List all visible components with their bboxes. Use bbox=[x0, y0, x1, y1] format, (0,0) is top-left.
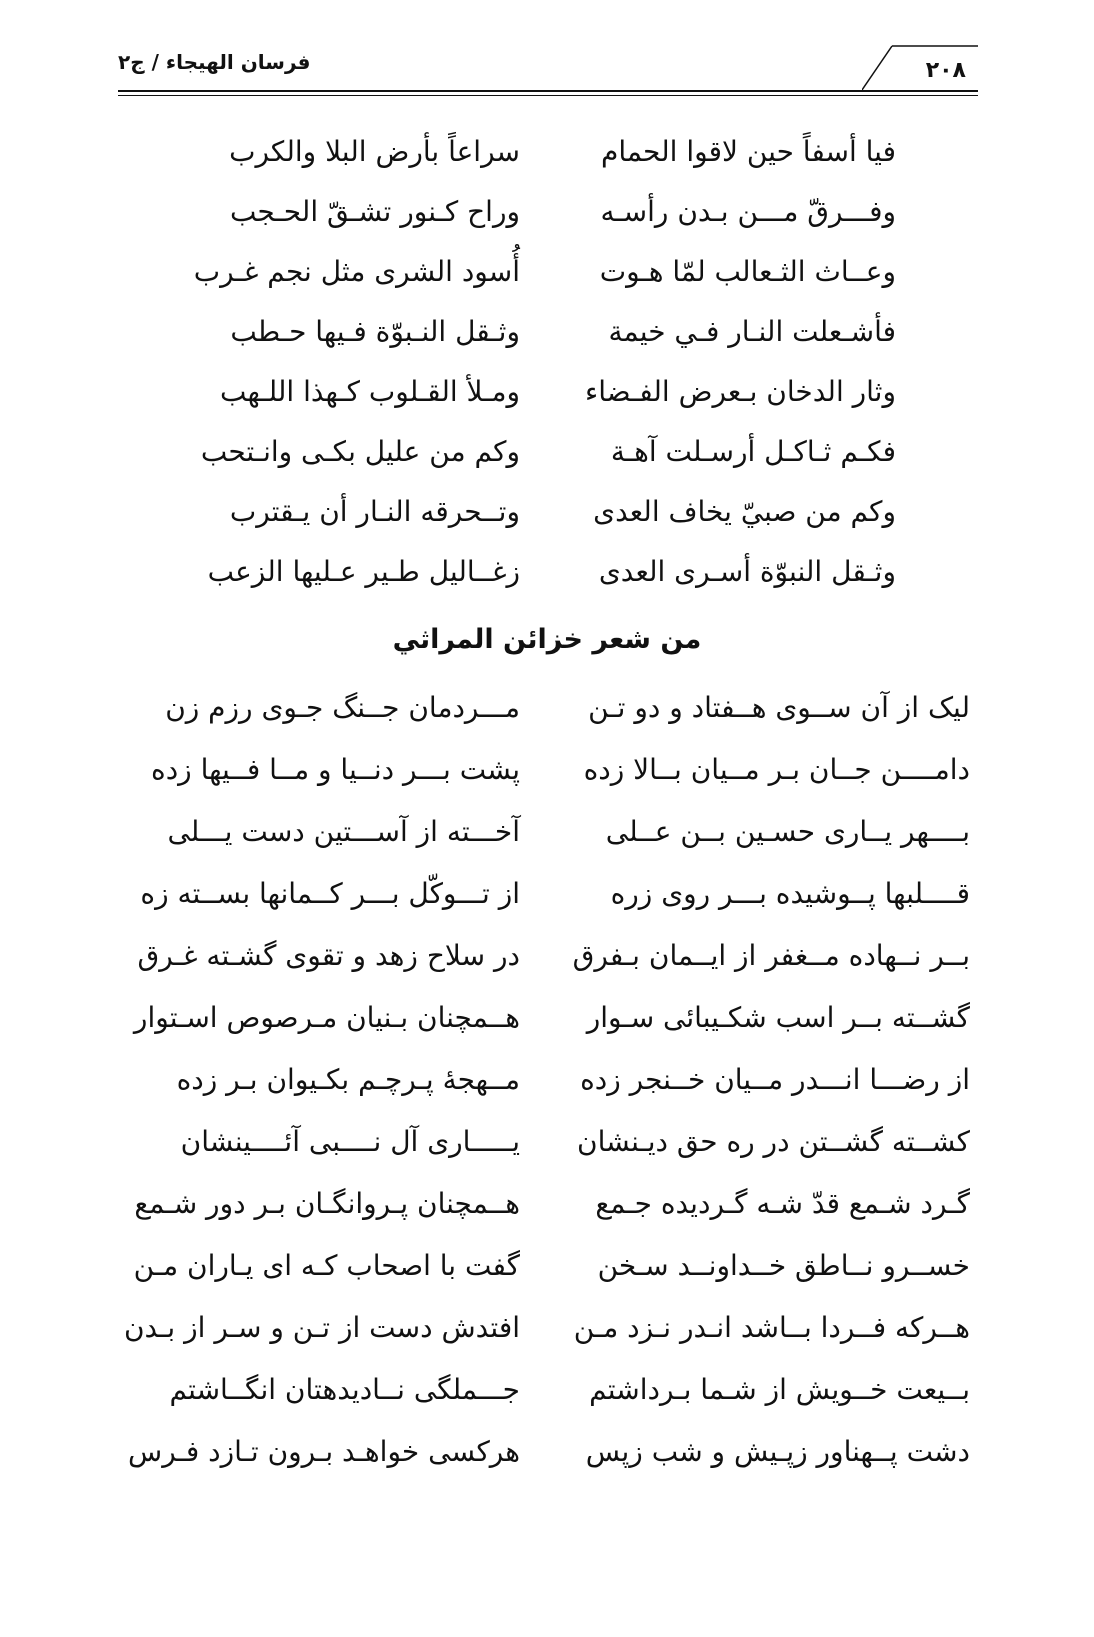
verse-right: وعــاث الثـعالب لمّا هـوت bbox=[599, 255, 896, 288]
verse-right: قــــلبها پــوشيده بـــر روی زره bbox=[610, 877, 970, 910]
verse-left: يـــــاری آل نــــبی آئــــينشان bbox=[180, 1125, 520, 1158]
verse-left: وكم من عليل بكـى وانـتحب bbox=[200, 435, 520, 468]
verse-right: ليک از آن ســوی هــفتاد و دو تـن bbox=[588, 691, 970, 724]
verse-right: از رضـــا انـــدر مــيان خــنجر زده bbox=[580, 1063, 970, 1096]
verse-right: بــــهر يــاری حسـين بــن عــلی bbox=[605, 815, 970, 848]
verse-left: آخـــته از آســـتين دست يـــلی bbox=[167, 815, 520, 848]
verse-right: گـرد شـمع قدّ شـه گـرديده جـمع bbox=[595, 1187, 970, 1220]
verse-left: سراعاً بأرض البلا والكرب bbox=[229, 135, 520, 168]
running-title: فرسان الهيجاء / ج٢ bbox=[118, 50, 311, 74]
verse-left: زغــاليل طـير عـليها الزعب bbox=[207, 555, 520, 588]
section-heading: من شعر خزائن المراثي bbox=[392, 624, 702, 655]
verse-left: هــمچنان پـروانگـان بـر دور شـمع bbox=[134, 1187, 520, 1220]
verse-right: وثـقل النبوّة أسـرى العدى bbox=[598, 555, 896, 588]
verse-left: هركسی خواهـد بـرون تـازد فـرس bbox=[128, 1435, 520, 1468]
verse-left: مـــردمان جــنگ جـوی رزم زن bbox=[165, 691, 520, 724]
verse-right: فأشـعلت النـار فـي خيمة bbox=[608, 315, 896, 348]
verse-left: مــهجهٔ پـرچـم بكـيوان بـر زده bbox=[176, 1063, 520, 1096]
verse-left: هــمچنان بـنيان مـرصوص اسـتوار bbox=[133, 1001, 520, 1034]
verse-right: فيا أسفاً حين لاقوا الحمام bbox=[600, 135, 896, 168]
page-number: ٢٠٨ bbox=[925, 58, 966, 83]
verse-left: جـــملگی نــاديدهتان انگــاشتم bbox=[169, 1373, 520, 1406]
verse-right: خســرو نــاطق خــداونــد سـخن bbox=[597, 1249, 970, 1282]
verse-right: فكـم ثـاكـل أرسـلت آهـة bbox=[610, 435, 896, 468]
verse-right: دامــــن جــان بـر مــيان بــالا زده bbox=[583, 753, 970, 786]
verse-right: وكم من صبيّ يخاف العدى bbox=[593, 495, 896, 528]
verse-right: گشــته بــر اسب شكـيبائی سـوار bbox=[586, 1001, 970, 1034]
verse-left: در سلاح زهد و تقوی گشـته غـرق bbox=[137, 939, 520, 972]
verse-left: افتدش دست از تـن و سـر از بـدن bbox=[123, 1311, 520, 1344]
verse-left: وراح كـنور تشـقّ الحـجب bbox=[229, 195, 520, 228]
verse-right: هــركه فــردا بــاشد انـدر نـزد مـن bbox=[573, 1311, 970, 1344]
verse-left: پشت بـــر دنــيا و مــا فــيها زده bbox=[151, 753, 520, 786]
verse-left: وثـقل النـبوّة فـيها حـطب bbox=[230, 315, 520, 348]
verse-left: وتــحرقه النـار أن يـقترب bbox=[229, 495, 520, 528]
verse-left: أُسود الشرى مثل نجم غـرب bbox=[193, 255, 520, 288]
verse-left: گفت با اصحاب كـه ای يـاران مـن bbox=[133, 1249, 520, 1282]
verse-left: از تـــوكّل بـــر كــمانها بســته زه bbox=[140, 877, 520, 910]
verse-right: وفـــرقّ مـــن بـدن رأسـه bbox=[600, 195, 896, 228]
verse-left: ومـلأ القـلوب كـهذا اللـهب bbox=[219, 375, 520, 408]
verse-right: وثار الدخان بـعرض الفـضاء bbox=[585, 375, 896, 408]
verse-right: دشت پــهناور زپـيش و شب زپس bbox=[585, 1435, 970, 1468]
verse-right: كشــته گشــتن در ره حق ديـنشان bbox=[577, 1125, 970, 1158]
verse-right: بــر نــهاده مــغفر از ايــمان بـفرق bbox=[572, 939, 970, 972]
verse-right: بــيعت خــويش از شـما بـرداشتم bbox=[589, 1373, 970, 1406]
